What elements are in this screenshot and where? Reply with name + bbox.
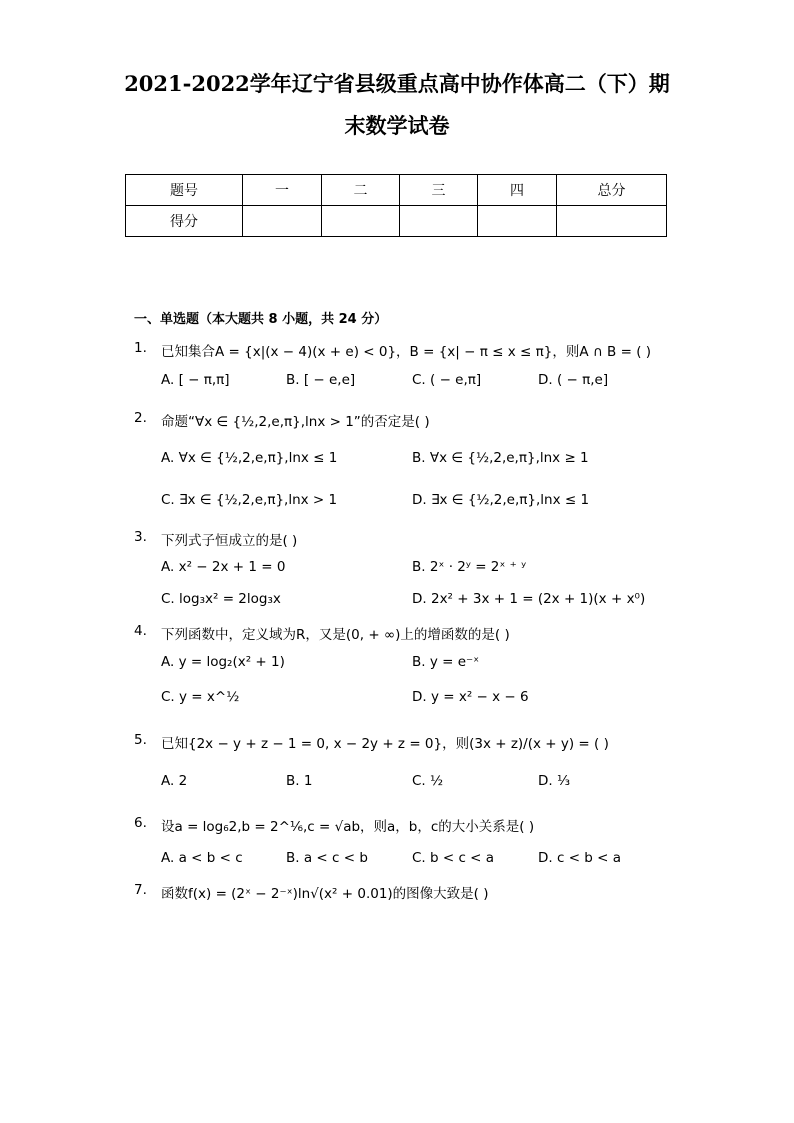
option-d: D. y = x² − x − 6 (412, 689, 529, 705)
question-number: 1. (134, 340, 147, 356)
score-cell (322, 206, 400, 237)
option-d: D. ⅓ (538, 773, 571, 789)
question-number: 6. (134, 815, 147, 831)
option-b: B. [ − e,e] (286, 372, 356, 388)
option-a: A. ∀x ∈ {½,2,e,π},lnx ≤ 1 (161, 450, 338, 466)
option-c: C. y = x^½ (161, 689, 240, 705)
score-table-header-row (126, 175, 667, 206)
option-c: C. b < c < a (412, 850, 495, 866)
score-cell (400, 206, 478, 237)
option-a: A. x² − 2x + 1 = 0 (161, 559, 286, 575)
question-number: 2. (134, 410, 147, 426)
question-number: 4. (134, 623, 147, 639)
question-stem: 已知集合A = {x|(x − 4)(x + e) < 0}，B = {x| − π ≤ x ≤ π}，则A ∩ B = ( ) (161, 344, 652, 360)
option-a: A. [ − π,π] (161, 372, 230, 388)
option-a: A. a < b < c (161, 850, 243, 866)
option-c: C. ∃x ∈ {½,2,e,π},lnx > 1 (161, 492, 338, 508)
option-a: A. y = log₂(x² + 1) (161, 654, 285, 670)
score-header-cell: 题号 (126, 175, 243, 206)
option-c: C. ( − e,π] (412, 372, 482, 388)
option-d: D. 2x² + 3x + 1 = (2x + 1)(x + x⁰) (412, 591, 646, 607)
question-stem: 设a = log₆2,b = 2^⅙,c = √ab，则a，b，c的大小关系是( ) (161, 819, 535, 835)
option-d: D. ( − π,e] (538, 372, 609, 388)
score-table (125, 174, 667, 237)
score-header-cell: 总分 (557, 175, 667, 206)
option-c: C. ½ (412, 773, 444, 789)
question-number: 7. (134, 882, 147, 898)
score-header-cell: 一 (243, 175, 322, 206)
option-c: C. log₃x² = 2log₃x (161, 591, 281, 607)
option-b: B. ∀x ∈ {½,2,e,π},lnx ≥ 1 (412, 450, 589, 466)
score-row-label: 得分 (126, 206, 243, 237)
option-b: B. 1 (286, 773, 313, 789)
question-number: 3. (134, 529, 147, 545)
question-stem: 下列函数中，定义域为R，又是(0, + ∞)上的增函数的是( ) (161, 627, 510, 643)
option-d: D. c < b < a (538, 850, 622, 866)
section-heading: 一、单选题（本大题共 8 小题，共 24 分） (134, 312, 388, 327)
score-header-cell: 二 (322, 175, 400, 206)
score-table-score-row (126, 206, 667, 237)
option-b: B. 2ˣ · 2ʸ = 2ˣ ⁺ ʸ (412, 559, 527, 575)
score-cell (243, 206, 322, 237)
option-a: A. 2 (161, 773, 188, 789)
score-cell (557, 206, 667, 237)
score-cell (478, 206, 557, 237)
question-stem: 函数f(x) = (2ˣ − 2⁻ˣ)ln√(x² + 0.01)的图像大致是( ) (161, 886, 489, 902)
score-header-cell: 三 (400, 175, 478, 206)
question-stem: 已知{2x − y + z − 1 = 0, x − 2y + z = 0}，则(3x + z)/(x + y) = ( ) (161, 736, 609, 752)
option-b: B. y = e⁻ˣ (412, 654, 480, 670)
question-stem: 命题“∀x ∈ {½,2,e,π},lnx > 1”的否定是( ) (161, 414, 430, 430)
page-title-line2: 末数学试卷 (344, 113, 450, 138)
page-title-line1: 2021-2022学年辽宁省县级重点高中协作体高二（下）期 (124, 71, 670, 96)
option-b: B. a < c < b (286, 850, 368, 866)
question-number: 5. (134, 732, 147, 748)
score-header-cell: 四 (478, 175, 557, 206)
option-d: D. ∃x ∈ {½,2,e,π},lnx ≤ 1 (412, 492, 590, 508)
question-stem: 下列式子恒成立的是( ) (161, 533, 298, 549)
